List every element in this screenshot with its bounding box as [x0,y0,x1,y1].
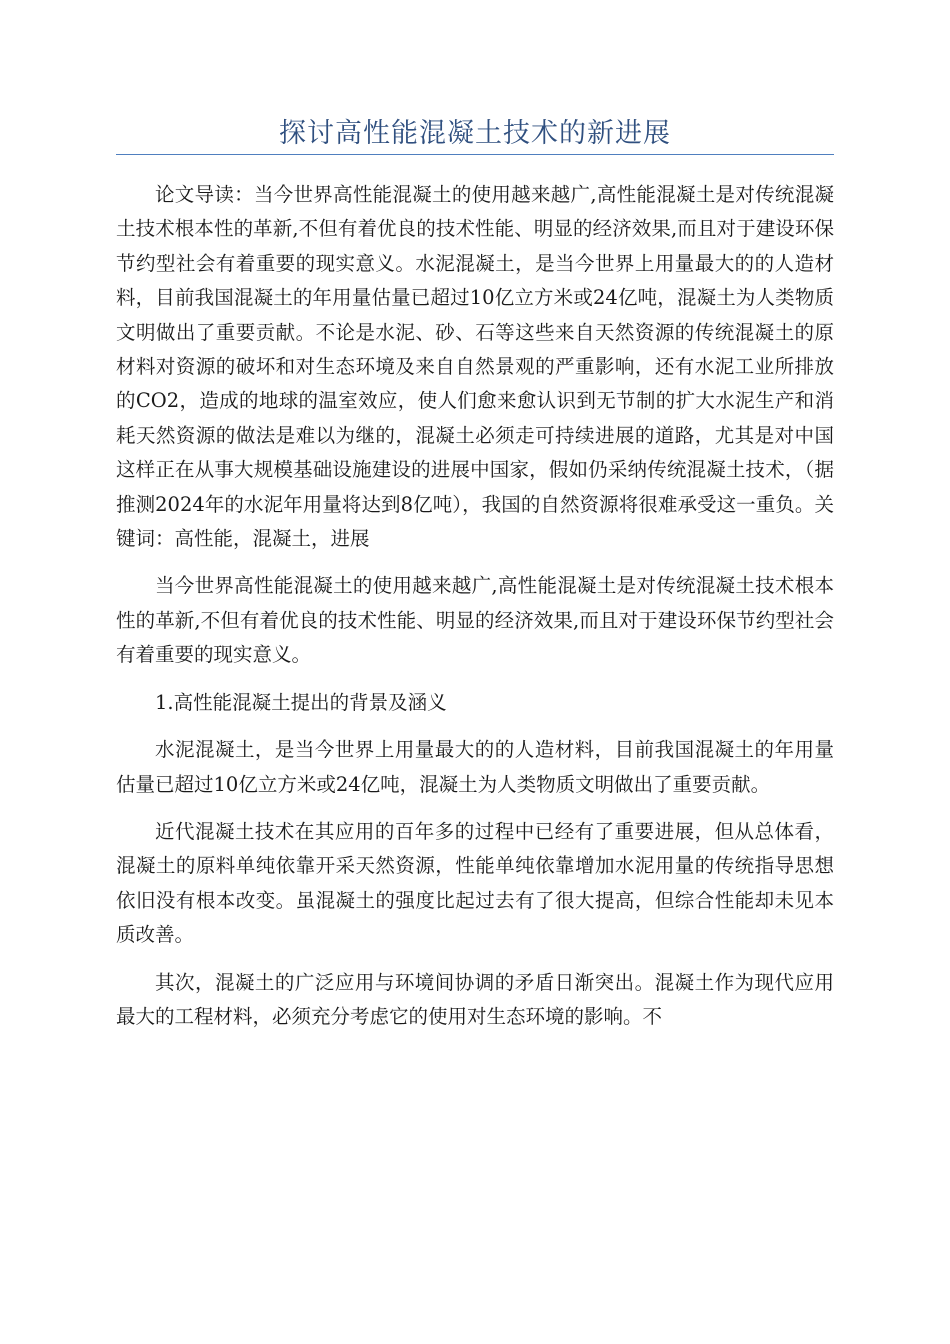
title-underline [116,154,834,155]
body-paragraph-2: 近代混凝土技术在其应用的百年多的过程中已经有了重要进展，但从总体看，混凝土的原料单纯依靠开采天然资源，性能单纯依靠增加水泥用量的传统指导思想依旧没有根本改变。虽混凝土的强度比起过去有了很大提高，但综合性能却未见本质改善。 [116,819,834,947]
abstract-paragraph: 论文导读：当今世界高性能混凝土的使用越来越广,高性能混凝土是对传统混凝土技术根本性的革新,不但有着优良的技术性能、明显的经济效果,而且对于建设环保节约型社会有着重要的现实意义。水泥混凝土，是当今世界上用量最大的的人造材料，目前我国混凝土的年用量估量已超过10亿立方米或24亿吨，混凝土为人类物质文明做出了重要贡献。不论是水泥、砂、石等这些来自天然资源的传统混凝土的原材料对资源的破坏和对生态环境及来自自然景观的严重影响，还有水泥工业所排放的CO2，造成的地球的温室效应，使人们愈来愈认识到无节制的扩大水泥生产和消耗天然资源的做法是难以为继的，混凝土必须走可持续进展的道路，尤其是对中国这样正在从事大规模基础设施建设的进展中国家，假如仍采纳传统混凝土技术，（据推测2024年的水泥年用量将达到8亿吨），我国的自然资源将很难承受这一重负。关键词：高性能，混凝土，进展 [116,183,834,551]
intro-paragraph: 当今世界高性能混凝土的使用越来越广,高性能混凝土是对传统混凝土技术根本性的革新,不但有着优良的技术性能、明显的经济效果,而且对于建设环保节约型社会有着重要的现实意义。 [116,574,834,667]
document-body [116,178,834,1047]
body-paragraph-1: 水泥混凝土，是当今世界上用量最大的的人造材料，目前我国混凝土的年用量估量已超过10亿立方米或24亿吨，混凝土为人类物质文明做出了重要贡献。 [116,738,834,796]
document-title: 探讨高性能混凝土技术的新进展 [279,118,671,149]
section-heading: 1.高性能混凝土提出的背景及涵义 [155,690,447,714]
body-paragraph-3: 其次，混凝土的广泛应用与环境间协调的矛盾日渐突出。混凝土作为现代应用最大的工程材料，必须充分考虑它的使用对生态环境的影响。不 [116,970,834,1028]
